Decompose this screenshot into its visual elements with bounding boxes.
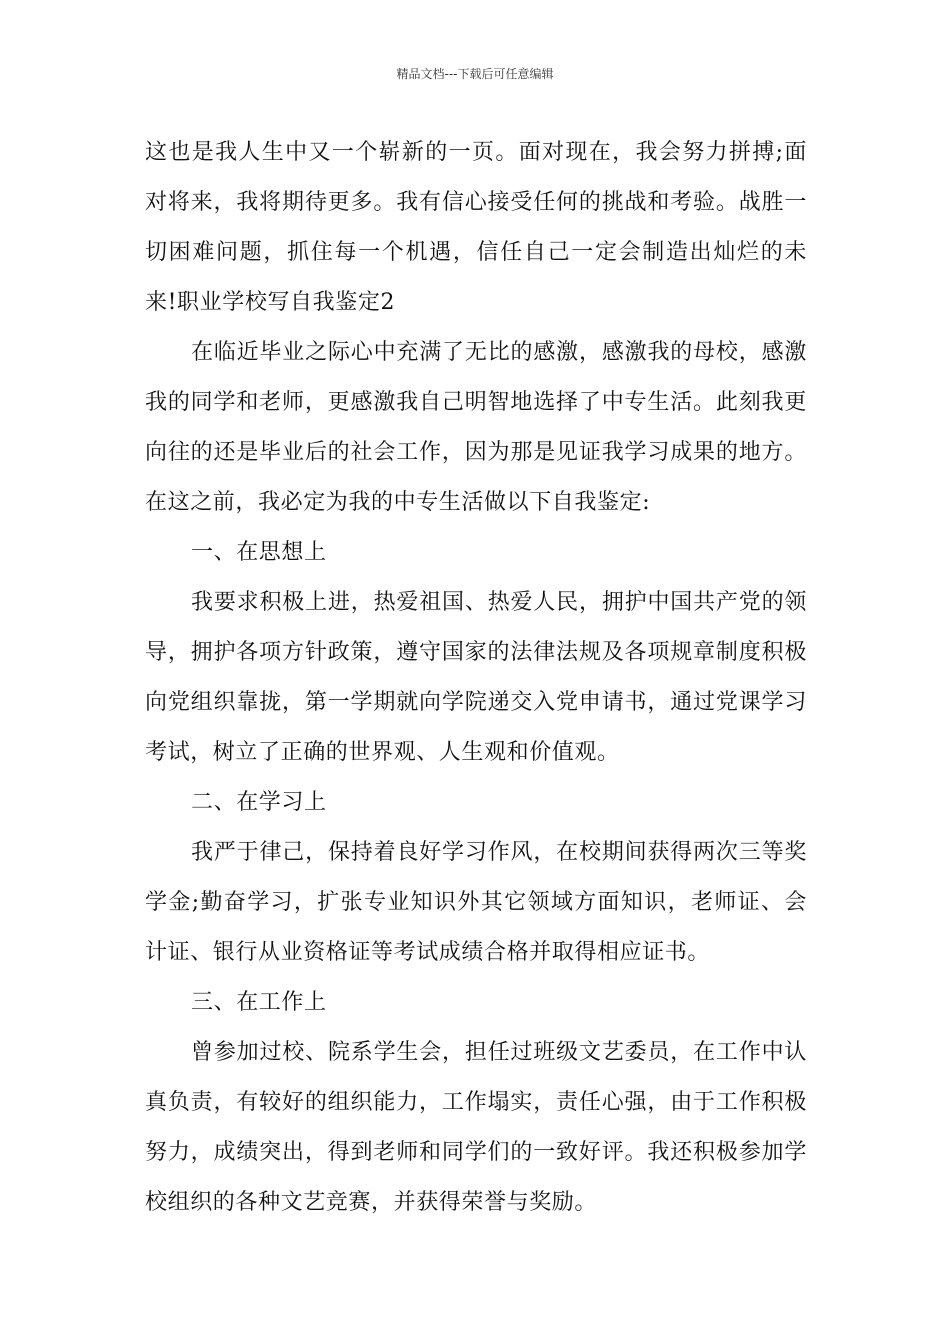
paragraph-continuation: 这也是我人生中又一个崭新的一页。面对现在，我会努力拼搏;面对将来，我将期待更多。我有信心接受任何的挑战和考验。战胜一切困难问题，抓住每一个机遇，信任自己一定会制造出灿烂的未来!职业学校写自我鉴定2 [145,140,807,315]
section-heading-work: 三、在工作上 [191,990,327,1015]
paragraph-study: 我严于律己，保持着良好学习作风，在校期间获得两次三等奖学金;勤奋学习，扩张专业知识外其它领域方面知识，老师证、会计证、银行从业资格证等考试成绩合格并取得相应证书。 [145,840,807,965]
section-heading-thought: 一、在思想上 [191,540,327,565]
section-heading-study: 二、在学习上 [191,790,327,815]
document-body [145,128,807,1228]
page-header: 精品文档---下载后可任意编辑 [396,67,554,81]
paragraph-work: 曾参加过校、院系学生会，担任过班级文艺委员，在工作中认真负责，有较好的组织能力，工作塌实，责任心强，由于工作积极努力，成绩突出，得到老师和同学们的一致好评。我还积极参加学校组织的各种文艺竞赛，并获得荣誉与奖励。 [145,1040,807,1215]
paragraph-intro: 在临近毕业之际心中充满了无比的感激，感激我的母校，感激我的同学和老师，更感激我自己明智地选择了中专生活。此刻我更向往的还是毕业后的社会工作，因为那是见证我学习成果的地方。在这之前，我必定为我的中专生活做以下自我鉴定: [145,340,807,515]
paragraph-thought: 我要求积极上进，热爱祖国、热爱人民，拥护中国共产党的领导，拥护各项方针政策，遵守国家的法律法规及各项规章制度积极向党组织靠拢，第一学期就向学院递交入党申请书，通过党课学习考试，树立了正确的世界观、人生观和价值观。 [145,590,807,765]
